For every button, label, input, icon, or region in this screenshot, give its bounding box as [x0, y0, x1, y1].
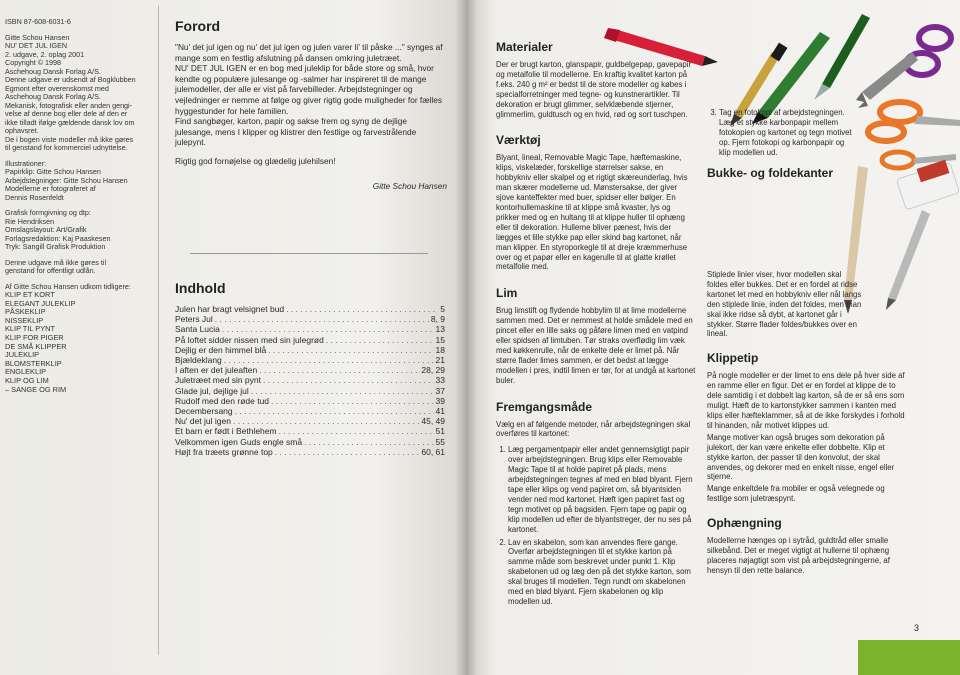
- vaerktoj-title: Værktøj: [496, 133, 541, 148]
- toc-entry[interactable]: Julen har bragt velsignet bud . . . 5: [175, 304, 445, 314]
- klippetip-title: Klippetip: [707, 351, 759, 366]
- ophaengning-text: Modellerne hænges op i sytråd, guldtråd eller smalle silkebånd. Det er meget vigtigt at hullerne til ophæng placeres nøjagtigt som vist på arbejdstegningerne, af hensyn til den rette balance.: [707, 536, 890, 575]
- indhold-title: Indhold: [175, 280, 226, 296]
- ophaengning-title: Ophængning: [707, 516, 782, 531]
- right-column-2-lower: [707, 270, 907, 578]
- right-column-1: [496, 30, 696, 610]
- colophon-lending: Denne udgave må ikke gøres til genstand for offentligt udlån.: [5, 257, 107, 275]
- bukke-title: Bukke- og foldekanter: [707, 165, 834, 180]
- materialer-title: Materialer: [496, 40, 553, 54]
- pinking-shears-icon: [856, 27, 951, 108]
- forord-section: [175, 18, 447, 191]
- klippetip-text: Mange enkeltdele fra mobiler er også velegnede og festlige som juletræspynt.: [707, 484, 885, 504]
- colophon-previous-title: Af Gitte Schou Hansen udkom tidligere:: [5, 281, 131, 291]
- fremgangsmade-title: Fremgangsmåde: [496, 399, 593, 414]
- isbn: ISBN 87-608-6031-6: [5, 17, 71, 26]
- separator-line: [190, 253, 428, 254]
- colophon-previous-list: KLIP ET KORT ELEGANT JULEKLIP PÅSKEKLIP NISSEKLIP KLIP TIL PYNT KLIP FOR PIGER DE SMÅ KLIPPER JULEKLIP BLOMSTERKLIP ENGLEKLIP KLIP OG LIM – SANGE OG RIM: [5, 290, 76, 394]
- vaerktoj-text: Blyant, lineal, Removable Magic Tape, hæftemaskine, klips, viskelæder, forskellige størrelser sakse, en hobbykniv eller skalpel og et rigtigt skæreunderlag, hvis man skærer modellerne ud. Mønstersakse, der giver sjove kanteffekter med buer, spidser eller bølger. En kontorhullemaskine til at klippe små kvaster, lys og prikker med og en hultang til at klippe huller til ophæng eller til dekoration. Hullerne bliver pænest, hvis der lægges et lille stykke pap eller skind bag kartonet, når man klipper. En styroporkegle til at dreje kræmmerhuse over og et papør eller en kagerulle til at glatte krøllet metalfolie med.: [496, 153, 688, 272]
- toc-entry[interactable]: Nu' det jul igen . . . 45, 49: [175, 416, 445, 426]
- toc-entry[interactable]: Velkommen igen Guds engle små . . . 55: [175, 437, 445, 447]
- toc-entry[interactable]: Santa Lucia . . . 13: [175, 324, 445, 334]
- toc-entry[interactable]: Et barn er født i Bethlehem . . . 51: [175, 426, 445, 436]
- hobby-knife-icon: [814, 14, 870, 100]
- klippetip-text: På nogle modeller er der limet to ens dele på hver side af en ramme eller en figur. Det er en fordel at klippe de to dele samtidig i et dobbelt lag karton, så de er så ens som muligt. Hæft de to kartonstykker sammen i kanten med klips eller hæfteklammer, så at de ikke forskydes i forhold til hinanden, når motivet klippes ud.: [707, 371, 905, 430]
- toc-entry[interactable]: Decembersang . . . 41: [175, 406, 445, 416]
- klippetip-text: Mange motiver kan også bruges som dekoration på julekort, der kan være enkelte eller dobbelte. Klip et stykke karton, der passer til den konvolut, der skal anvendes, og dekorer med en enkelt nisse, engel eller stjerne.: [707, 432, 895, 482]
- cover-edge: [858, 640, 960, 675]
- indhold-section: [175, 280, 445, 457]
- toc-entry[interactable]: Juletræet med sin pynt . . . 33: [175, 375, 445, 385]
- toc-entry[interactable]: Rudolf med den røde tud . . . 39: [175, 396, 445, 406]
- materialer-text: Der er brugt karton, glanspapir, guldbelgepap, gavepapir og metalfolie til modellerne. En kraftig kvalitet karton på f.eks. 240 g m² er bedst til de store modeller og købes i specialforretninger med tegne- og kunstnerartikler. Til dekoration er brugt glimmer, selvklæbende stjerner, glimmerlim, guldtusch og en hvid, rød og sort tuschpen.: [496, 60, 692, 119]
- toc-entry[interactable]: Bjældeklang . . . 21: [175, 355, 445, 365]
- forord-signature: Gitte Schou Hansen: [372, 180, 447, 191]
- toc-entry[interactable]: I aften er det juleaften . . . 28, 29: [175, 365, 445, 375]
- book-spine: [455, 0, 477, 675]
- bukke-text: Stiplede linier viser, hvor modellen skal foldes eller bukkes. Det er en fordel at ridse kartonet let med en hobbykniv eller nål langs den stiplede linie, inden det foldes, men man skal ikke ridse så dybt, at kartonet går i stykker. Større flader foldes/bukkes over en lineal.: [707, 270, 862, 339]
- toc-entry[interactable]: På loftet sidder nissen med sin julegrød . . . 15: [175, 335, 445, 345]
- page-number: 3: [914, 623, 920, 633]
- forord-paragraph: NU' DET JUL IGEN er en bog med juleklip for både store og små, hvor kendte og populære julesange og -salmer har inspireret til de mange julemodeller, der alle er vist på farvebilleder. Arbejdstegninger og vejledninger er nemme at følge og giver rigtig gode muligheder for fælles hyggestunder for hele familien.: [175, 63, 443, 116]
- toc-entry[interactable]: Glade jul, dejlige jul . . . 37: [175, 386, 445, 396]
- table-of-contents: [175, 304, 445, 457]
- step-2: 2. Lav en skabelon, som kan anvendes flere gange. Overfør arbejdstegningen til et stykke karton på samme måde som beskrevet under punkt 1. Klip skabelonen ud og læg den på det stykke karton, som skal bruges til modellen. Tegn rundt om skabelonen med en blød blyant. Fjern skabelonen og klip modellen ud.: [508, 538, 696, 607]
- fremgangsmade-steps: [496, 445, 696, 607]
- scissors-icon: [868, 102, 960, 141]
- column-divider: [158, 5, 159, 655]
- forord-paragraph: Find sangbøger, karton, papir og sakse frem og syng de dejlige julesange, mens I klipper og klistrer den festlige og farvestrålende julepynt.: [175, 116, 417, 148]
- colophon: [5, 18, 155, 401]
- colophon-illustrations: Illustrationer: Papirklip: Gitte Schou Hansen Arbejdstegninger: Gitte Schou Hansen Modellerne er fotograferet af Dennis Rosenfeldt: [5, 158, 128, 202]
- colophon-copyright: Gitte Schou Hansen NU' DET JUL IGEN 2. udgave, 2. oplag 2001 Copyright © 1998 Aschehoug Dansk Forlag A/S. Denne udgave er udsendt af Bogklubben Egmont efter overenskomst med Aschehoug Dansk Forlag A/S. Mekanisk, fotografisk eller anden gengi- velse af denne bog eller dele af den er ikke tilladt ifølge gældende dansk lov om ophavsret. De i bogen viste modeller må ikke gøres til genstand for kommerciel udnyttelse.: [5, 32, 136, 152]
- lim-title: Lim: [496, 286, 518, 301]
- toc-entry[interactable]: Højt fra træets grønne top . . . 60, 61: [175, 447, 445, 457]
- forord-paragraph: "Nu' det jul igen og nu' det jul igen og julen varer li' til påske ..." synges af mange som en festlig afslutning på dansen omkring juletræet.: [175, 42, 443, 63]
- forord-greeting: Rigtig god fornøjelse og glædelig julehilsen!: [175, 155, 336, 166]
- toc-entry[interactable]: Dejlig er den himmel blå . . . 18: [175, 345, 445, 355]
- forord-title: Forord: [175, 18, 221, 34]
- fremgangsmade-steps-continued: [707, 108, 857, 158]
- step-1: 1. Læg pergamentpapir eller andet gennemsigtigt papir over arbejdstegningen. Brug klips eller Removable Magic Tape til at holde papiret på plads, mens arbejdstegningen tegnes af med en blød blyant. Fjern tape eller klips og vend papiret om, så blyantsiden vender ned mod kartonet. Hæft igen papiret fast og tegn motivet op på bagsiden. Fjern tape og papir og klip modellen ud efter de blyantstreger, der nu ses på kartonet.: [508, 445, 696, 534]
- lim-text: Brug limstift og flydende hobbylim til at lime modellerne sammen med. Det er nemmest at holde smådele med en pincet eller en lille saks og påføre limen med en vatpind eller spidsen af limtuben. Tør straks overflødig lim væk med køkkenrulle, når de enkelte dele er limet på. Når større flader limes sammen, er det bedst at lægge modellen i pres, indtil limen er tør, for at undgå at kartonet buler.: [496, 306, 696, 385]
- step-3: 3. Tag en fotokopi af arbejdstegningen. Læg et stykke karbonpapir mellem fotokopien og kartonet og tegn motivet op. Fjern fotokopi og karbonpapir og klip modellen ud.: [719, 108, 857, 158]
- right-column-2: [707, 108, 857, 186]
- toc-entry[interactable]: Peters Jul . . . 8, 9: [175, 314, 445, 324]
- fremgangsmade-intro: Vælg en af følgende metoder, når arbejdstegningen skal overføres til kartonet:: [496, 419, 691, 439]
- colophon-production: Grafisk formgivning og dtp: Rie Hendriksen Omslagslayout: Art/Grafik Forlagsredaktion: Kaj Paaskesen Tryk: Sangill Grafisk Produktion: [5, 208, 111, 251]
